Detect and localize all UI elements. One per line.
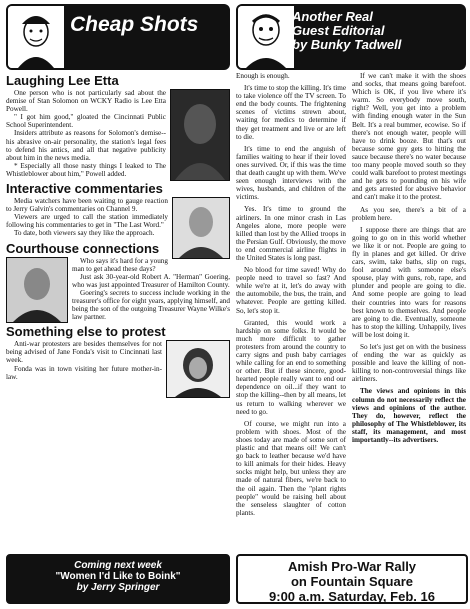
- courthouse-p2: Just ask 30-year-old Robert A. "Herman" Goering, who was just appointed Treasurer of Hamilton County.: [72, 272, 230, 289]
- rally-box: [236, 554, 468, 604]
- protest-p2: Fonda was in town visiting her future mother-in-law.: [6, 364, 162, 381]
- rally-line2: on Fountain Square: [290, 574, 414, 589]
- rally-line3: 9:00 a.m. Saturday, Feb. 16: [269, 589, 435, 604]
- caricature-icon: [8, 6, 66, 68]
- courthouse-p1: Who says it's hard for a young man to get ahead these days?: [72, 256, 168, 273]
- editorial-col2-p2: As you see, there's a bit of a problem here.: [352, 205, 466, 222]
- interactive-p1: Media watchers have been waiting to gauge reaction to Jerry Galvin's commentaries on Channel 9.: [6, 197, 168, 214]
- editorial-column: [236, 4, 466, 70]
- coming-line2: "Women I'd Like to Boink": [55, 571, 181, 582]
- protest-p1: Anti-war protesters are besides themselves for not being advised of Jane Fonda's visit to Cincinnati last week.: [6, 340, 162, 365]
- interactive-p2: Viewers are urged to call the station immediately following his commentaries to get in "The Last Word.": [6, 213, 168, 230]
- editorial-title-line1: Another Real: [292, 9, 373, 24]
- laughing-p3: Insiders attribute as reasons for Solomon's demise--his abrasive on-air personality, the station's legal fees to defend his antics, and all that negative publicity about him in the news media.: [6, 129, 166, 162]
- cheap-shots-title: Cheap Shots: [70, 13, 199, 36]
- rally-line1: Amish Pro-War Rally: [287, 559, 417, 574]
- editorial-body-col1: [236, 72, 346, 521]
- protest-heading: Something else to protest: [6, 324, 166, 340]
- bunky-caricature-icon: [238, 6, 296, 68]
- laughing-p2: " I got him good," gloated the Cincinnati Public School Superintendent.: [6, 113, 166, 130]
- editorial-disclaimer: The views and opinions in this column do not necessarily reflect the views and opinions of the author. They do, however, reflect the philosophy of The Whistleblower, its staff, its management, and most importantly--its advertisers.: [352, 387, 466, 445]
- editorial-title-line2: Guest Editorial: [292, 23, 385, 38]
- cheap-shots-header: [6, 4, 230, 70]
- lee-etta-photo: [170, 89, 230, 181]
- editorial-col1-p6: Granted, this would work a hardship on some folks. It would be much more difficult to gather protesters from around the country to carry signs and push baby carriages while calling for an end to something or other. But if these sincere, good-hearted people really want to end our dependence on oil...if they want to stop the killing--then by all means, let us return to walking wherever we need to go.: [236, 318, 346, 416]
- editorial-header: [236, 4, 466, 70]
- editorial-title: [292, 10, 401, 52]
- editorial-col1-p2: It's time to stop the killing. It's time to take violence off the TV screen. To end the body counts. The frightening scenes of victims strewn about, waiting for medics to determine if they get treatment and live or are left to die.: [236, 84, 347, 141]
- laughing-heading: Laughing Lee Etta: [6, 73, 119, 88]
- interactive-heading: Interactive commentaries: [6, 181, 163, 197]
- coming-line3: by Jerry Springer: [76, 582, 160, 593]
- editorial-col2-p1: If we can't make it with the shoes and socks, that means going barefoot. Which is OK, if you live where it's warm. So everybody move south, right? Well, you get into a problem with finding enough water in the Sun Belt. It's a real bummer, ecowise. So if there's not enough water, people will have to drink booze. But that's out because some guy gets to hitting the sauce because there's no water because too many people moved south so they could walk barefoot to protest meetings and he gets to pounding on his wife and gets arrested for abusive behavior and can't make it to the protest.: [352, 72, 466, 202]
- editorial-col1-p7: Of course, we might run into a problem with shoes. Most of the shoes today are made of some sort of plastic and that means oil! We can't go back to leather because we'd have to kill animals for their hides. Heavy socks might help, but unless they are made of natural fibers, we're back to the oil again. Then the "plant rights people" would be raising hell about the senseless slaughter of cotton plants.: [236, 419, 346, 517]
- cheap-shots-column: [6, 4, 230, 400]
- goering-photo: [6, 257, 68, 323]
- jerry-galvin-photo: [172, 197, 230, 259]
- jane-fonda-photo: [166, 340, 230, 398]
- editorial-col1-p5: No blood for time saved! Why do people need to travel so fast? And while we're at it, let's do away with the automobile, the bus, the train, and whatever. People are getting killed. So, let's stop it.: [236, 266, 346, 315]
- laughing-p1: One person who is not particularly sad about the demise of Stan Solomon on WCKY Radio is Lee Etta Powell.: [6, 89, 166, 114]
- courthouse-heading: Courthouse connections: [6, 240, 160, 256]
- coming-line1: Coming next week: [74, 560, 162, 571]
- editorial-col2-p3: I suppose there are things that are going to go on in this world whether we like it or not. People are going to fly in planes and get killed. Or drive cars, swim, take baths, slip on rugs, fool around with someone else's spouse, play with guns, rob, rape, and plunder and people are going to die. And some people are going to lead their countries into wars for reasons best known to themselves. And people are going to die. Eventually, someone has to stop the killing. Unhappily, lives will be lost doing it.: [352, 225, 466, 339]
- interactive-p3: To date, both viewers say they like the approach.: [14, 229, 155, 238]
- courthouse-p3: Goering's secrets to success include working in the treasurer's office for eight years, applying himself, and being the son of the outgoing Treasurer Wayne Wilke's law partner.: [72, 288, 230, 322]
- editorial-col1-p4: Yes. It's time to ground the airliners. In one minor crash in Las Angeles alone, more people were killed than lost by the Allied troops in the Persian Gulf. Obviously, the move to end commercial airline flights in the United States is long past.: [236, 205, 346, 262]
- editorial-col1-p3: It's time to end the anguish of families waiting to hear if their loved ones survived. Or, if this was the time that death caught up with them. We've seen enough interviews with the wives, husbands, and children of the victims.: [236, 144, 346, 202]
- editorial-col1-p1: Enough is enough.: [236, 72, 290, 80]
- editorial-col2-p4: So let's just get on with the business of ending the war as quickly as possible and leave the killing of non-killing to non-controversial things like airliners.: [352, 343, 466, 384]
- editorial-body-col2: [352, 72, 466, 448]
- coming-next-week-box: [6, 554, 230, 604]
- editorial-title-line3: by Bunky Tadwell: [292, 37, 402, 52]
- laughing-p4: * Especially all those nasty things I leaked to The Whistleblower about him," Powell added.: [6, 161, 166, 178]
